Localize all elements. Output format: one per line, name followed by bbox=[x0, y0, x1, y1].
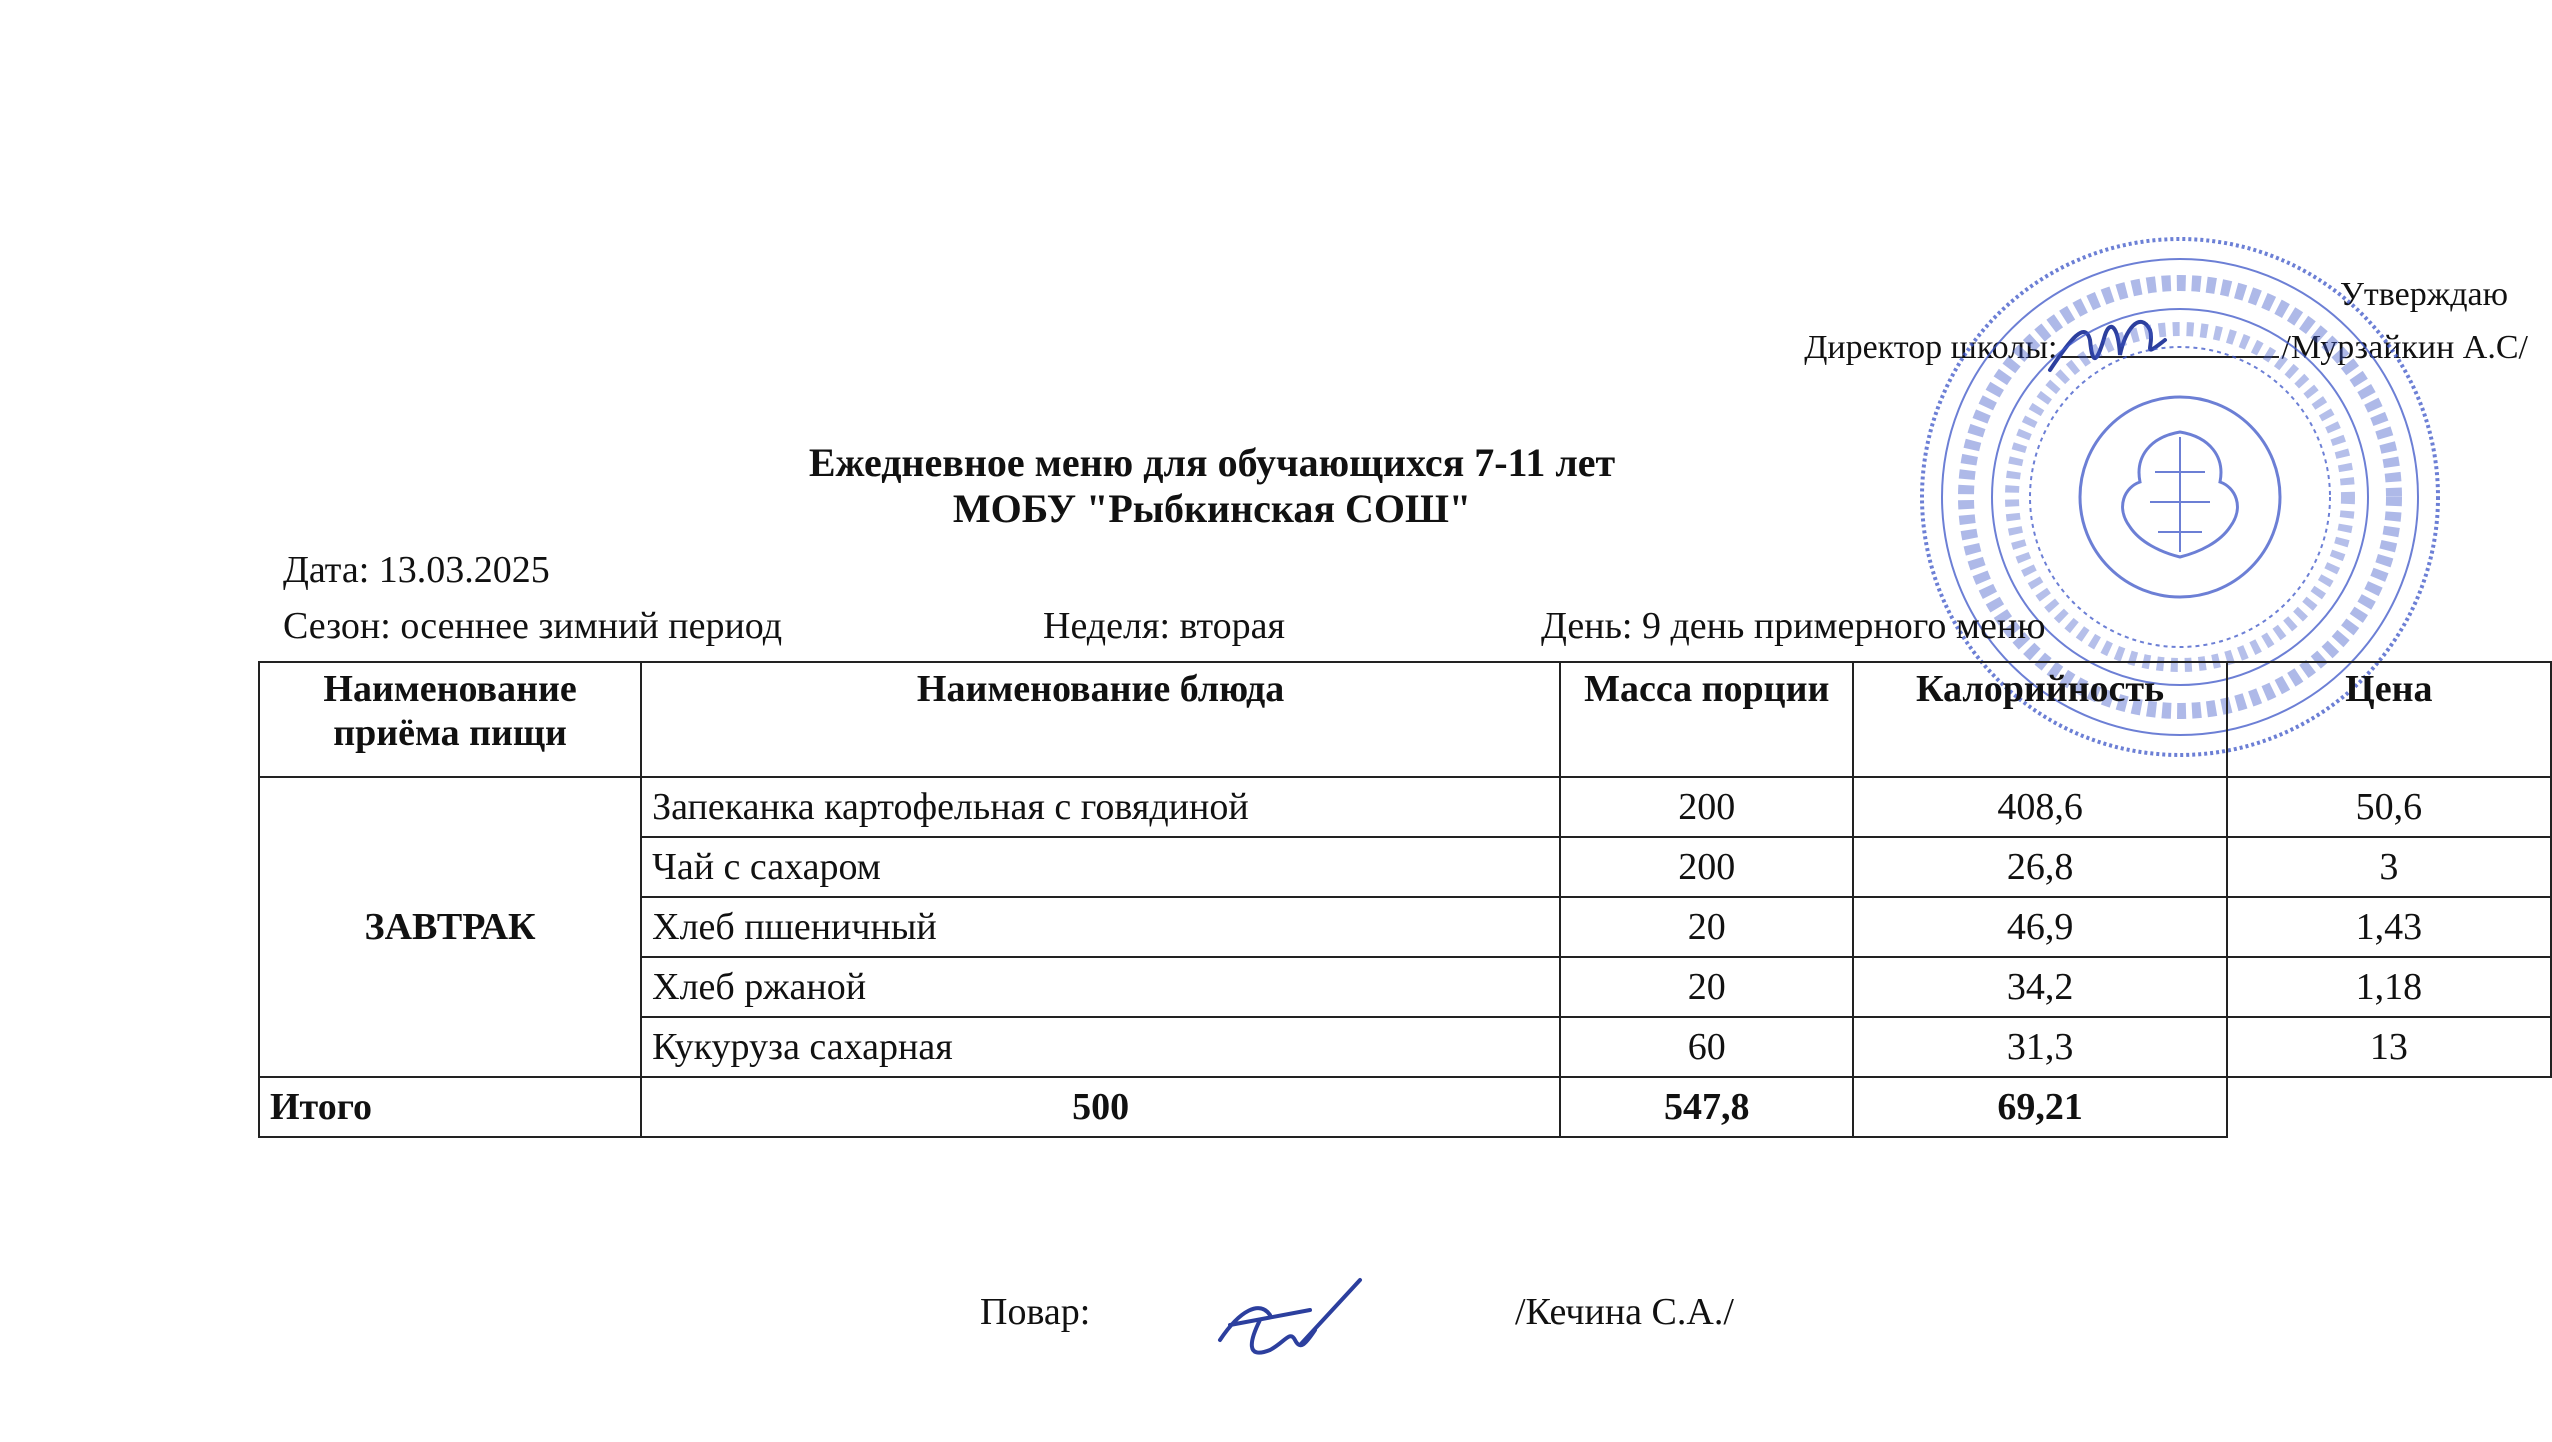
menu-season: Сезон: осеннее зимний период bbox=[283, 605, 783, 647]
dish-price: 13 bbox=[2227, 1017, 2551, 1077]
dish-mass: 60 bbox=[1560, 1017, 1854, 1077]
cook-label: Повар: bbox=[980, 1291, 1091, 1333]
table-header-row bbox=[259, 662, 2551, 777]
total-row bbox=[259, 1077, 2551, 1137]
menu-week: Неделя: вторая bbox=[1043, 605, 1285, 647]
title-line-1: Ежедневное меню для обучающихся 7-11 лет bbox=[808, 440, 1616, 485]
dish-name: Хлеб пшеничный bbox=[641, 897, 1560, 957]
dish-name: Запеканка картофельная с говядиной bbox=[641, 777, 1560, 837]
dish-kcal: 46,9 bbox=[1853, 897, 2226, 957]
cook-signature bbox=[1200, 1270, 1380, 1380]
cook-name: /Кечина С.А./ bbox=[1515, 1291, 1734, 1333]
header-dish: Наименование блюда bbox=[641, 662, 1560, 777]
director-name: /Мурзайкин А.С/ bbox=[2281, 329, 2528, 366]
director-label: Директор школы: bbox=[1804, 329, 2058, 366]
dish-price: 1,18 bbox=[2227, 957, 2551, 1017]
dish-price: 3 bbox=[2227, 837, 2551, 897]
dish-kcal: 34,2 bbox=[1853, 957, 2226, 1017]
dish-kcal: 31,3 bbox=[1853, 1017, 2226, 1077]
dish-mass: 200 bbox=[1560, 837, 1854, 897]
title-line-2: МОБУ "Рыбкинская СОШ" bbox=[952, 486, 1472, 531]
total-mass: 500 bbox=[641, 1077, 1560, 1137]
dish-mass: 20 bbox=[1560, 957, 1854, 1017]
menu-date: Дата: 13.03.2025 bbox=[283, 549, 550, 591]
total-kcal: 547,8 bbox=[1560, 1077, 1854, 1137]
dish-mass: 200 bbox=[1560, 777, 1854, 837]
dish-name: Хлеб ржаной bbox=[641, 957, 1560, 1017]
table-row bbox=[259, 777, 2551, 837]
dish-mass: 20 bbox=[1560, 897, 1854, 957]
meal-name: ЗАВТРАК bbox=[259, 777, 641, 1077]
dish-name: Кукуруза сахарная bbox=[641, 1017, 1560, 1077]
total-label: Итого bbox=[259, 1077, 641, 1137]
dish-price: 1,43 bbox=[2227, 897, 2551, 957]
header-mass: Масса порции bbox=[1560, 662, 1854, 777]
header-price: Цена bbox=[2227, 662, 2551, 777]
header-meal: Наименование приёма пищи bbox=[259, 662, 641, 777]
approval-label: Утверждаю bbox=[2339, 276, 2508, 313]
document-title bbox=[0, 440, 2552, 532]
menu-table bbox=[258, 661, 2552, 1138]
dish-kcal: 26,8 bbox=[1853, 837, 2226, 897]
dish-name: Чай с сахаром bbox=[641, 837, 1560, 897]
header-kcal: Калорийность bbox=[1853, 662, 2226, 777]
total-price: 69,21 bbox=[1853, 1077, 2226, 1137]
dish-price: 50,6 bbox=[2227, 777, 2551, 837]
menu-day: День: 9 день примерного меню bbox=[1541, 605, 2046, 647]
dish-kcal: 408,6 bbox=[1853, 777, 2226, 837]
